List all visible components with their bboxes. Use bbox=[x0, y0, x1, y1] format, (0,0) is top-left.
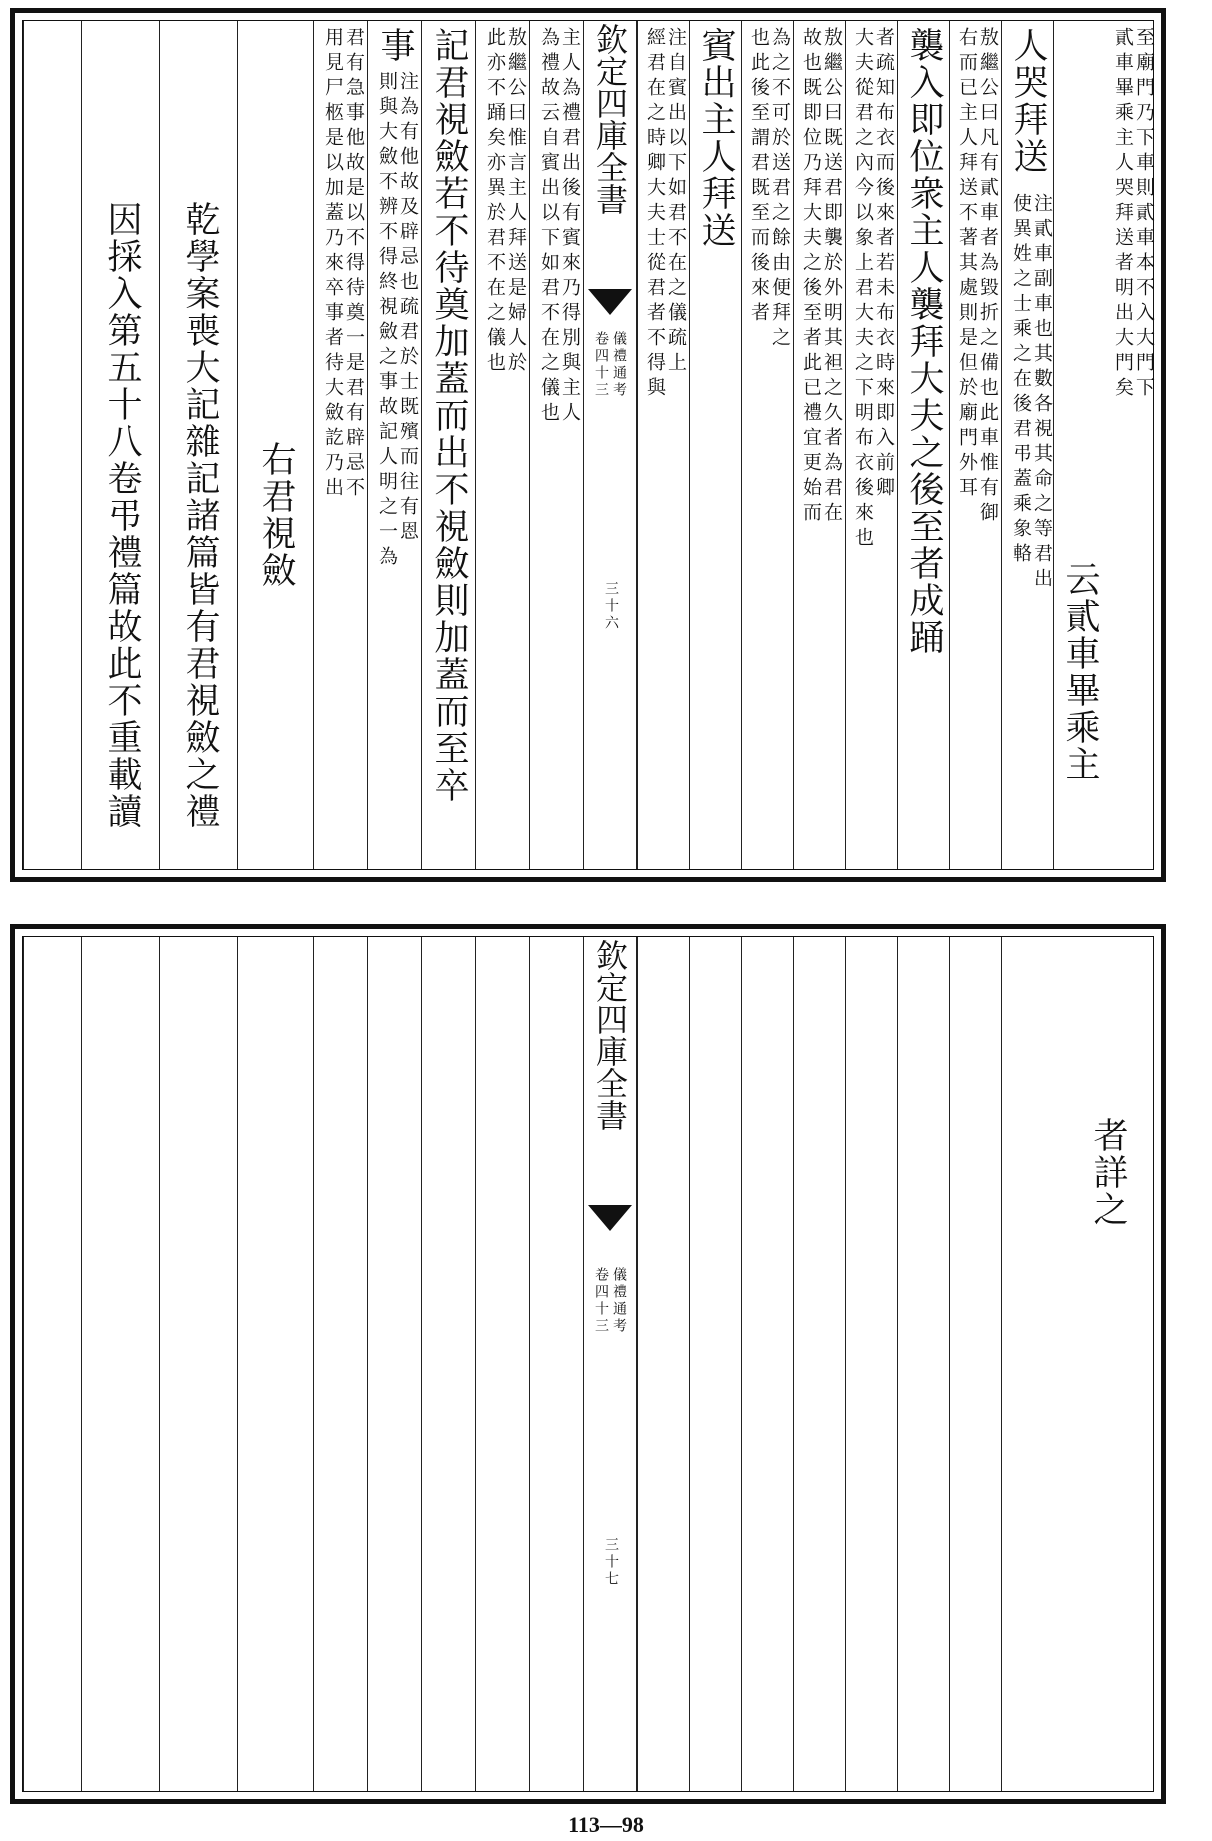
text-column bbox=[529, 21, 583, 869]
text-column bbox=[421, 21, 475, 869]
annotation-line: 大夫從君之內今以象上君大夫之下明布衣後來也 bbox=[852, 27, 874, 552]
text-column bbox=[1001, 937, 1053, 1791]
text-column bbox=[637, 937, 689, 1791]
annotation-line: 用見尸柩是以加蓋乃來卒事者待大斂訖乃出 bbox=[322, 27, 344, 502]
text-column bbox=[689, 21, 741, 869]
fish-tail-mark bbox=[588, 1205, 632, 1231]
page-leaf-upper bbox=[10, 8, 1166, 882]
text-column bbox=[237, 21, 313, 869]
text-column bbox=[1053, 937, 1157, 1791]
page-number: 113—98 bbox=[568, 1812, 644, 1837]
text-column bbox=[421, 937, 475, 1791]
annotation-line: 此亦不踊矣亦異於君不在之儀也 bbox=[484, 27, 506, 377]
text-column bbox=[1053, 21, 1105, 869]
text-column bbox=[529, 937, 583, 1791]
text-column bbox=[741, 21, 793, 869]
main-text: 襲入即位衆主人襲拜大夫之後至者成踊 bbox=[904, 27, 944, 656]
leaf-number: 三十六 bbox=[603, 581, 619, 632]
volume-number: 卷四十三 bbox=[593, 1267, 609, 1335]
text-column bbox=[367, 21, 421, 869]
text-frame-upper bbox=[22, 20, 1154, 870]
main-text: 者詳之 bbox=[1088, 1117, 1128, 1228]
annotation-line: 注為有他故及辟忌也疏君於士既殯而往有恩 bbox=[397, 71, 419, 546]
text-column bbox=[1001, 21, 1053, 869]
text-column bbox=[237, 937, 313, 1791]
text-column bbox=[81, 937, 159, 1791]
section-end-label: 右君視斂 bbox=[256, 441, 296, 589]
text-column bbox=[1105, 21, 1157, 869]
main-text: 事 bbox=[375, 27, 415, 64]
main-text: 人哭拜送 bbox=[1008, 27, 1048, 175]
text-column bbox=[897, 21, 949, 869]
text-column bbox=[23, 937, 81, 1791]
annotation-line: 為禮故云自賓出以下如君不在之儀也 bbox=[538, 27, 560, 427]
text-column bbox=[689, 937, 741, 1791]
annotation-line: 為之不可於送君之餘由便拜之 bbox=[769, 27, 791, 352]
volume-number: 卷四十三 bbox=[593, 331, 609, 399]
text-column bbox=[793, 937, 845, 1791]
text-column bbox=[845, 937, 897, 1791]
text-frame-lower bbox=[22, 936, 1154, 1792]
book-series-title: 欽定四庫全書 bbox=[591, 23, 629, 215]
annotation-line: 主人為禮君出後有賓來乃得別與主人 bbox=[559, 27, 581, 427]
main-text: 賓出主人拜送 bbox=[696, 27, 736, 249]
text-column bbox=[367, 937, 421, 1791]
annotation-line: 者疏知布衣而後來者若未布衣時來即入前卿 bbox=[873, 27, 895, 502]
center-fold-column bbox=[583, 21, 637, 869]
text-column bbox=[159, 937, 237, 1791]
annotation-line: 使異姓之士乘之在後君弔蓋乘象輅 bbox=[1010, 193, 1032, 568]
annotation-line: 則與大斂不辨不得終視斂之事故記人明之一為 bbox=[376, 71, 398, 571]
text-column bbox=[81, 21, 159, 869]
commentary-text: 乾學案喪大記雜記諸篇皆有君視斂之禮 bbox=[180, 201, 220, 830]
annotation-line: 敖繼公曰凡有貳車者為毀折之備也此車惟有御 bbox=[977, 27, 999, 527]
annotation-line: 貳車畢乘主人哭拜送者明出大門矣 bbox=[1112, 27, 1134, 402]
annotation-line: 敖繼公曰既送君即襲於外明其袒之久者為君在 bbox=[821, 27, 843, 527]
commentary-text: 因採入第五十八卷弔禮篇故此不重載讀 bbox=[102, 201, 142, 830]
annotation-line: 君有急事他故是以不得待奠一是君有辟忌不 bbox=[343, 27, 365, 502]
annotation-line: 注自賓出以下如君不在之儀疏上 bbox=[665, 27, 687, 377]
text-column bbox=[637, 21, 689, 869]
book-series-title: 欽定四庫全書 bbox=[591, 939, 629, 1131]
leaf-number: 三十七 bbox=[603, 1537, 619, 1588]
fish-tail-mark bbox=[588, 289, 632, 315]
book-title: 儀禮通考 bbox=[611, 331, 627, 399]
text-column bbox=[23, 21, 81, 869]
annotation-line: 敖繼公曰惟言主人拜送是婦人於 bbox=[505, 27, 527, 377]
text-column bbox=[159, 21, 237, 869]
main-text: 記君視斂若不待奠加蓋而出不視斂則加蓋而至卒 bbox=[429, 27, 469, 804]
main-text: 云貳車畢乘主 bbox=[1060, 561, 1100, 783]
annotation-line: 經君在之時卿大夫士從君者不得與 bbox=[644, 27, 666, 402]
center-fold-column bbox=[583, 937, 637, 1791]
annotation-line: 至廟門乃下車則貳車本不入大門下 bbox=[1133, 27, 1155, 402]
page-leaf-lower bbox=[10, 924, 1166, 1804]
text-column bbox=[741, 937, 793, 1791]
text-column bbox=[845, 21, 897, 869]
annotation-line: 右而已主人拜送不著其處則是但於廟門外耳 bbox=[956, 27, 978, 502]
text-column bbox=[475, 21, 529, 869]
text-column bbox=[793, 21, 845, 869]
text-column bbox=[475, 937, 529, 1791]
annotation-line: 注貳車副車也其數各視其命之等君出 bbox=[1031, 193, 1053, 593]
text-column bbox=[313, 937, 367, 1791]
text-column bbox=[313, 21, 367, 869]
annotation-line: 也此後至謂君既至而後來者 bbox=[748, 27, 770, 327]
annotation-line: 故也既即位乃拜大夫之後至者此已禮宜更始而 bbox=[800, 27, 822, 527]
text-column bbox=[949, 937, 1001, 1791]
text-column bbox=[949, 21, 1001, 869]
book-title: 儀禮通考 bbox=[611, 1267, 627, 1335]
text-column bbox=[897, 937, 949, 1791]
